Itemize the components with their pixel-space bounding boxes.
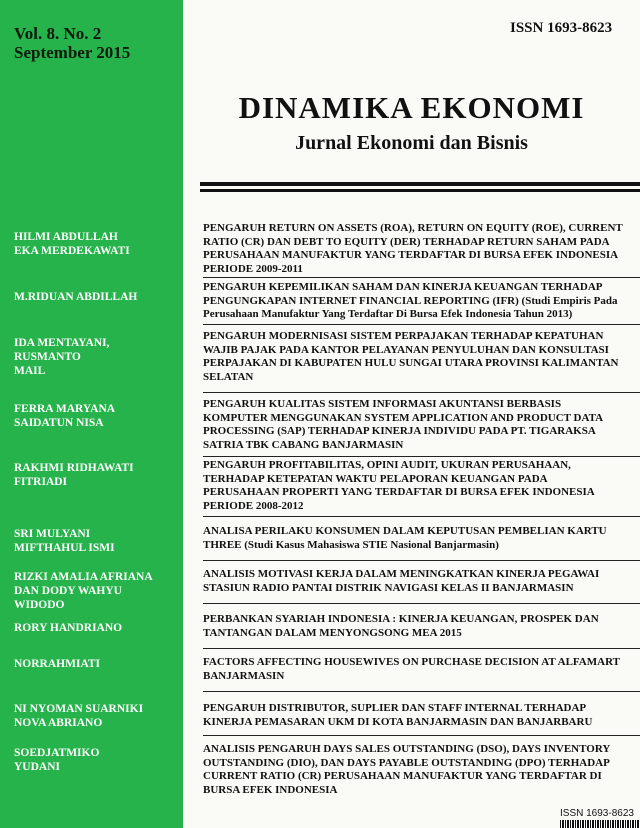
title-rule-thick bbox=[200, 182, 640, 186]
article-line: PENGARUH KUALITAS SISTEM INFORMASI AKUNTANSI BERBASIS bbox=[203, 398, 562, 410]
article-line: KOMPUTER MENGGUNAKAN SYSTEM APPLICATION AND PRODUCT DATA bbox=[203, 411, 604, 424]
article-divider bbox=[203, 516, 640, 517]
article-line: PENGUNGKAPAN INTERNET FINANCIAL REPORTING (IFR) (Studi Empiris Pada bbox=[203, 294, 618, 307]
author-name: HILMI ABDULLAH bbox=[14, 231, 118, 243]
author-name: RORY HANDRIANO bbox=[14, 622, 123, 634]
article-line: PENGARUH RETURN ON ASSETS (ROA), RETURN ON EQUITY (ROE), CURRENT bbox=[203, 222, 623, 234]
article-line: FACTORS AFFECTING HOUSEWIVES ON PURCHASE DECISION AT ALFAMART bbox=[203, 656, 620, 668]
article-divider bbox=[203, 392, 640, 393]
article-line: WAJIB PAJAK PADA KANTOR PELAYANAN PENYULUHAN DAN KONSULTASI bbox=[203, 343, 609, 356]
article-line: PERUSAHAAN PROPERTI YANG TERDAFTAR DI BURSA EFEK INDONESIA bbox=[203, 486, 595, 498]
article-divider bbox=[203, 691, 640, 692]
article-divider bbox=[203, 648, 640, 649]
article-title bbox=[203, 459, 635, 513]
author-block bbox=[14, 402, 179, 430]
volume-info bbox=[14, 24, 130, 62]
title-rule-thin bbox=[200, 189, 640, 192]
article-line: TERHADAP KETEPATAN WAKTU PELAPORAN KEUANGAN PADA bbox=[203, 472, 548, 485]
article-line: PERIODE 2009-2011 bbox=[203, 262, 303, 275]
article-line: PENGARUH PROFITABILITAS, OPINI AUDIT, UKURAN PERUSAHAAN, bbox=[203, 459, 571, 471]
article-line: SATRIA TBK CABANG BANJARMASIN bbox=[203, 438, 404, 451]
journal-title: DINAMIKA EKONOMI bbox=[238, 90, 585, 125]
article-line: CURRENT RATIO (CR) PERUSAHAAN MANUFAKTUR YANG TERDAFTAR DI bbox=[203, 770, 602, 782]
article-title bbox=[203, 330, 635, 384]
author-block bbox=[14, 336, 179, 378]
author-name: NOVA ABRIANO bbox=[14, 717, 103, 729]
article-line: ANALISIS MOTIVASI KERJA DALAM MENINGKATKAN KINERJA PEGAWAI bbox=[203, 568, 600, 580]
article-line: PENGARUH MODERNISASI SISTEM PERPAJAKAN TERHADAP KEPATUHAN bbox=[203, 330, 604, 342]
article-title bbox=[203, 281, 635, 322]
author-name: FERRA MARYANA bbox=[14, 403, 116, 415]
author-name: RIZKI AMALIA AFRIANA bbox=[14, 571, 153, 583]
article-line: BANJARMASIN bbox=[203, 669, 285, 682]
barcode-icon bbox=[560, 820, 640, 828]
article-line: SELATAN bbox=[203, 370, 254, 383]
volume-number: Vol. 8. No. 2 bbox=[14, 24, 102, 43]
author-name: NORRAHMIATI bbox=[14, 658, 101, 670]
author-name: SOEDJATMIKO bbox=[14, 747, 100, 759]
author-name: RAKHMI RIDHAWATI bbox=[14, 462, 134, 474]
article-line: BURSA EFEK INDONESIA bbox=[203, 783, 338, 796]
article-title bbox=[203, 222, 635, 276]
article-title bbox=[203, 568, 635, 595]
article-line: TANTANGAN DALAM MENYONGSONG MEA 2015 bbox=[203, 626, 462, 639]
article-line: PERPAJAKAN DI KABUPATEN HULU SUNGAI UTARA PROVINSI KALIMANTAN bbox=[203, 357, 619, 369]
author-name: SAIDATUN NISA bbox=[14, 417, 104, 429]
article-title bbox=[203, 613, 635, 640]
author-block bbox=[14, 570, 179, 612]
article-divider bbox=[203, 277, 640, 278]
journal-subtitle: Jurnal Ekonomi dan Bisnis bbox=[295, 132, 528, 154]
author-block bbox=[14, 702, 179, 730]
author-name: FITRIADI bbox=[14, 476, 68, 488]
author-name: DAN DODY WAHYU bbox=[14, 585, 122, 597]
article-line: STASIUN RADIO PANTAI DISTRIK NAVIGASI KELAS II BANJARMASIN bbox=[203, 581, 574, 594]
article-line: PROCESSING (SAP) TERHADAP KINERJA INDIVIDU PADA PT. TIGARAKSA bbox=[203, 425, 596, 437]
article-line: PERIODE 2008-2012 bbox=[203, 499, 304, 512]
author-name: EKA MERDEKAWATI bbox=[14, 245, 130, 257]
author-block bbox=[14, 290, 179, 304]
article-divider bbox=[203, 560, 640, 561]
article-divider bbox=[203, 456, 640, 457]
article-line: ANALISIS PENGARUH DAYS SALES OUTSTANDING (DSO), DAYS INVENTORY bbox=[203, 743, 611, 755]
author-block bbox=[14, 461, 179, 489]
author-name: WIDODO bbox=[14, 599, 65, 611]
article-line: PERUSAHAAN MANUFAKTUR YANG TERDAFTAR DI BURSA EFEK INDONESIA bbox=[203, 249, 619, 261]
author-block bbox=[14, 657, 179, 671]
author-block bbox=[14, 527, 179, 555]
article-title bbox=[203, 702, 635, 729]
issn-number: ISSN 1693-8623 bbox=[510, 20, 613, 36]
article-line: Perusahaan Manufaktur Yang Terdaftar Di Bursa Efek Indonesia Tahun 2013) bbox=[203, 308, 573, 320]
article-divider bbox=[203, 324, 640, 325]
author-block bbox=[14, 621, 179, 635]
article-line: THREE (Studi Kasus Mahasiswa STIE Nasional Banjarmasin) bbox=[203, 538, 499, 551]
article-title bbox=[203, 398, 635, 452]
article-line: KINERJA PEMASARAN UKM DI KOTA BANJARMASIN DAN BANJARBARU bbox=[203, 715, 593, 728]
author-name: IDA MENTAYANI, bbox=[14, 337, 110, 349]
author-name: MAIL bbox=[14, 365, 46, 377]
article-title bbox=[203, 656, 635, 683]
article-line: OUTSTANDING (DIO), DAN DAYS PAYABLE OUTSTANDING (DPO) TERHADAP bbox=[203, 756, 610, 769]
author-name: YUDANI bbox=[14, 761, 60, 773]
author-block bbox=[14, 230, 179, 258]
article-title bbox=[203, 743, 635, 797]
author-name: NI NYOMAN SUARNIKI bbox=[14, 703, 144, 715]
article-line: PERBANKAN SYARIAH INDONESIA : KINERJA KEUANGAN, PROSPEK DAN bbox=[203, 613, 599, 625]
article-divider bbox=[203, 603, 640, 604]
author-name: SRI MULYANI bbox=[14, 528, 91, 540]
author-name: RUSMANTO bbox=[14, 351, 81, 363]
article-divider bbox=[203, 735, 640, 736]
article-line: PENGARUH KEPEMILIKAN SAHAM DAN KINERJA KEUANGAN TERHADAP bbox=[203, 281, 603, 293]
article-line: RATIO (CR) DAN DEBT TO EQUITY (DER) TERHADAP RETURN SAHAM PADA bbox=[203, 235, 610, 248]
article-line: ANALISA PERILAKU KONSUMEN DALAM KEPUTUSAN PEMBELIAN KARTU bbox=[203, 525, 607, 537]
article-line: PENGARUH DISTRIBUTOR, SUPLIER DAN STAFF INTERNAL TERHADAP bbox=[203, 702, 587, 714]
article-title bbox=[203, 525, 635, 552]
author-name: M.RIDUAN ABDILLAH bbox=[14, 291, 138, 303]
barcode-issn: ISSN 1693-8623 bbox=[560, 808, 634, 819]
issue-date: September 2015 bbox=[14, 43, 131, 62]
author-name: MIFTHAHUL ISMI bbox=[14, 542, 115, 554]
author-block bbox=[14, 746, 179, 774]
